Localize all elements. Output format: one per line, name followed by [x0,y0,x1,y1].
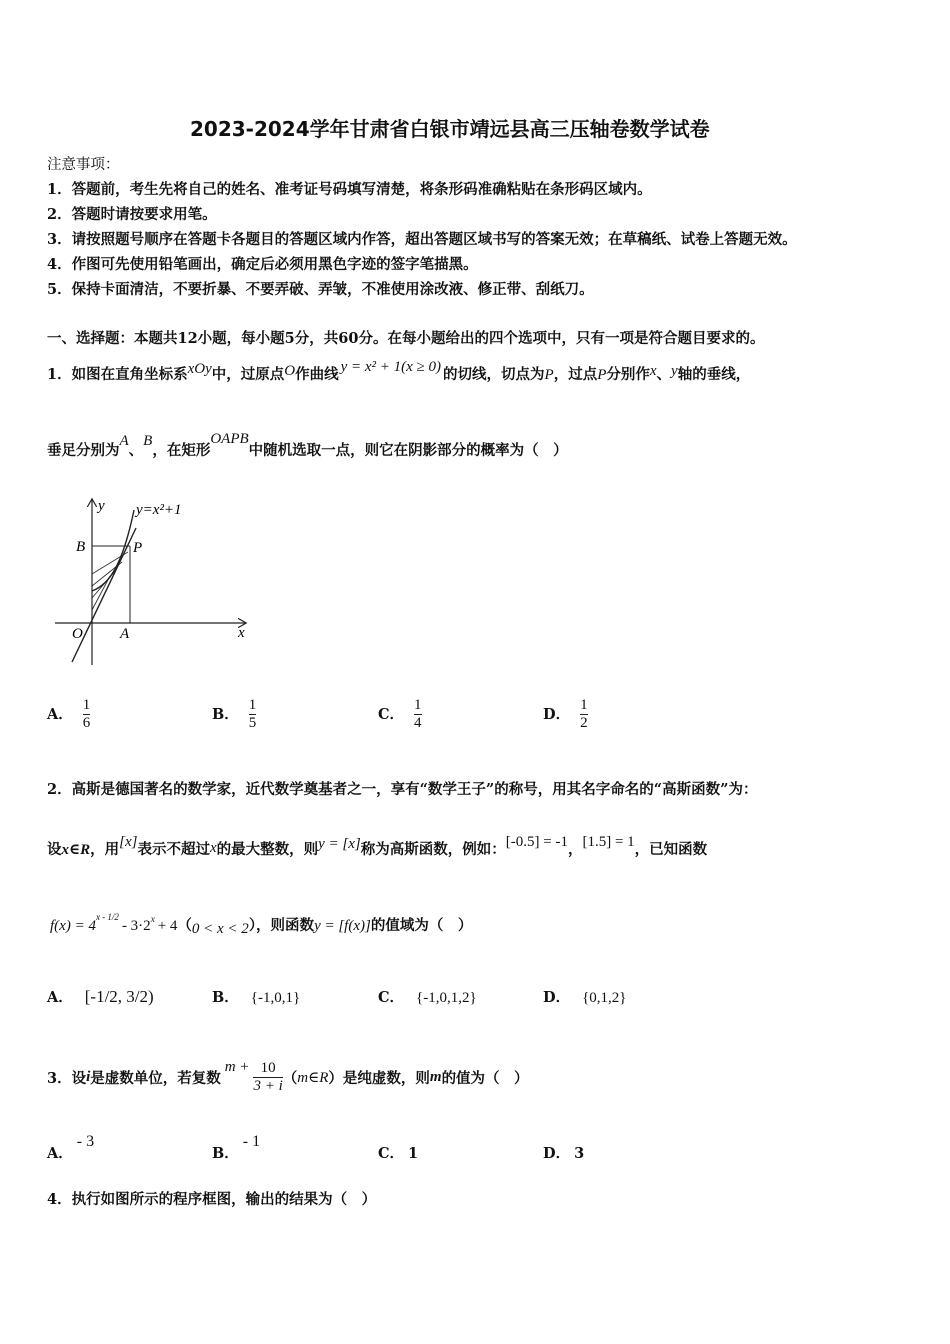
q3-option-b[interactable] [212,1130,261,1162]
q1-text: 中随机选取一点，则它在阴影部分的概率为（ ） [248,442,568,459]
q2-option-c[interactable] [378,986,477,1007]
q1-text: 垂足分别为 [47,442,120,459]
q1-text: 、 [128,442,144,459]
q2-math: [-0.5] = -1 [505,834,568,850]
q2-text: ，已知函数 [634,841,708,858]
curve-label: y=x²+1 [136,502,182,518]
option-label: C． [378,1145,405,1162]
origin-label: O [72,626,83,642]
q2-math: [1.5] = 1 [582,834,635,850]
option-value: {-1,0,1} [250,990,301,1006]
q1-text: ，过点 [553,366,598,383]
q2-text: （ [177,917,192,934]
option-label: C． [378,705,405,723]
q2-line3 [50,914,472,935]
q2-func: f(x) = 4 [50,918,96,934]
q1-text: 1．如图在直角坐标系 [47,366,188,383]
point-a-label: A [120,626,130,642]
x-axis-label: x [238,625,245,641]
q1-line2 [47,431,568,460]
option-label: A． [47,989,73,1006]
q1-option-a[interactable] [47,697,90,733]
q2-text: ， [567,841,583,858]
q1-line1 [47,359,751,384]
notice-item-3: 3．请按照题号顺序在答题卡各题目的答题区域内作答，超出答题区域书写的答案无效；在草稿纸、试卷上答题无效。 [47,231,797,248]
q3-math: i [86,1069,91,1086]
q1-math: y [671,363,678,379]
q1-text: 作曲线 [295,366,339,383]
point-p-label: P [133,540,143,556]
q1-math: OAPB [210,431,249,447]
frac-den: 4 [414,715,422,732]
option-value: [-1/2, 3/2) [84,987,154,1006]
option-value: {-1,0,1,2} [416,990,477,1006]
frac-num: 1 [580,697,588,713]
q2-math: y = [f(x)] [314,918,371,934]
frac-den: 3 + i [253,1078,283,1095]
q2-text: ，用 [90,841,120,858]
notice-item-4: 4．作图可先使用铅笔画出，确定后必须用黑色字迹的签字笔描黑。 [47,256,478,273]
notice-item-1: 1．答题前，考生先将自己的姓名、准考证号码填写清楚，将条形码准确粘贴在条形码区域内。 [47,181,652,198]
q1-option-b[interactable] [212,697,256,733]
frac-den: 2 [580,715,588,732]
q1-math: P [597,367,607,383]
q2-func: - 3·2 [121,918,151,934]
q3-text: 是虚数单位，若复数 [90,1070,221,1088]
option-label: B． [212,989,239,1006]
frac-num: 1 [82,697,91,713]
notice-item-5: 5．保持卡面清洁，不要折暴、不要弄破、弄皱，不准使用涂改液、修正带、刮纸刀。 [47,281,594,298]
q3-option-d[interactable] [543,1142,584,1163]
q2-line2 [47,834,708,859]
q1-curve-formula: y = x² + 1(x ≥ 0) [340,359,442,375]
q2-func-exp: x [150,914,155,924]
q3-text: （ [282,1070,298,1088]
q2-math: x [209,840,217,856]
option-label: B． [212,1145,239,1162]
q2-func-exp: x - 1/2 [95,912,119,922]
notice-heading: 注意事项： [47,157,120,173]
q3-math: m + [224,1059,250,1076]
q1-figure [50,490,260,675]
q3-option-c[interactable] [378,1142,418,1163]
option-value: - 3 [76,1133,95,1150]
q2-option-a[interactable] [47,986,154,1007]
q1-text: 的切线，切点为 [443,366,545,383]
parabola-curve [92,510,134,591]
q3-text: ）是纯虚数，则 [328,1070,430,1088]
section-heading: 一、选择题：本题共12小题，每小题5分，共60分。在每小题给出的四个选项中，只有一项是符合题目要求的。 [47,330,765,347]
option-label: D． [543,1145,571,1162]
q1-option-c[interactable] [378,697,422,733]
option-label: A． [47,1145,73,1162]
q1-math: A [119,433,129,449]
option-label: B． [212,705,239,723]
option-value: {0,1,2} [582,990,627,1006]
frac-den: 6 [82,715,91,732]
q1-text: 中，过原点 [211,366,285,383]
q1-text: 轴的垂线， [677,366,751,383]
q2-math: y = [x] [318,836,361,852]
option-value: 3 [574,1145,585,1162]
q1-text: 、 [656,366,672,383]
q3-text: 3．设 [47,1070,87,1088]
shaded-region [92,552,128,623]
point-b-label: B [76,539,86,555]
option-label: D． [543,989,571,1006]
frac-num: 1 [248,697,257,713]
option-label: C． [378,989,405,1006]
y-axis-label: y [98,498,105,514]
q3-option-a[interactable] [47,1130,95,1162]
q2-math: [x] [119,834,138,850]
q2-option-b[interactable] [212,986,300,1007]
frac-num: 10 [260,1060,276,1076]
q1-math: P [544,367,554,383]
q2-text: 的值域为（ ） [370,917,473,934]
option-label: D． [543,705,571,723]
q1-text: ，在矩形 [152,442,211,459]
q2-option-d[interactable] [543,986,626,1007]
page-title: 2023-2024学年甘肃省白银市靖远县高三压轴卷数学试卷 [190,117,710,141]
q1-math: O [284,363,296,379]
q2-func: + 4 [157,918,178,934]
notice-item-2: 2．答题时请按要求用笔。 [47,206,217,223]
q2-text: 称为高斯函数，例如： [360,841,506,858]
q1-math: B [143,433,153,449]
q1-math: xOy [187,361,212,377]
q3-math: m [429,1069,442,1086]
q3-math: m∈R [297,1070,329,1087]
q3-line [47,1060,529,1096]
q2-math: x∈R [61,842,91,858]
q2-math: 0 < x < 2 [191,921,249,937]
q2-text: 的最大整数，则 [216,841,319,858]
option-value: - 1 [242,1133,261,1150]
frac-den: 5 [248,715,257,732]
q1-text: 分别作 [606,366,650,383]
frac-num: 1 [414,697,422,713]
q1-option-d[interactable] [543,697,588,733]
option-value: 1 [408,1145,419,1162]
q1-math: x [649,363,657,379]
q2-text: 设 [47,841,62,858]
q4-line: 4．执行如图所示的程序框图，输出的结果为（ ） [47,1191,377,1208]
q2-text: ），则函数 [248,917,315,934]
q2-line1: 2．高斯是德国著名的数学家，近代数学奠基者之一，享有“数学王子”的称号，用其名字命名的“高斯函数”为： [47,781,758,798]
q2-text: 表示不超过 [137,841,210,858]
option-label: A． [47,705,73,723]
q3-text: 的值为（ ） [441,1070,529,1088]
